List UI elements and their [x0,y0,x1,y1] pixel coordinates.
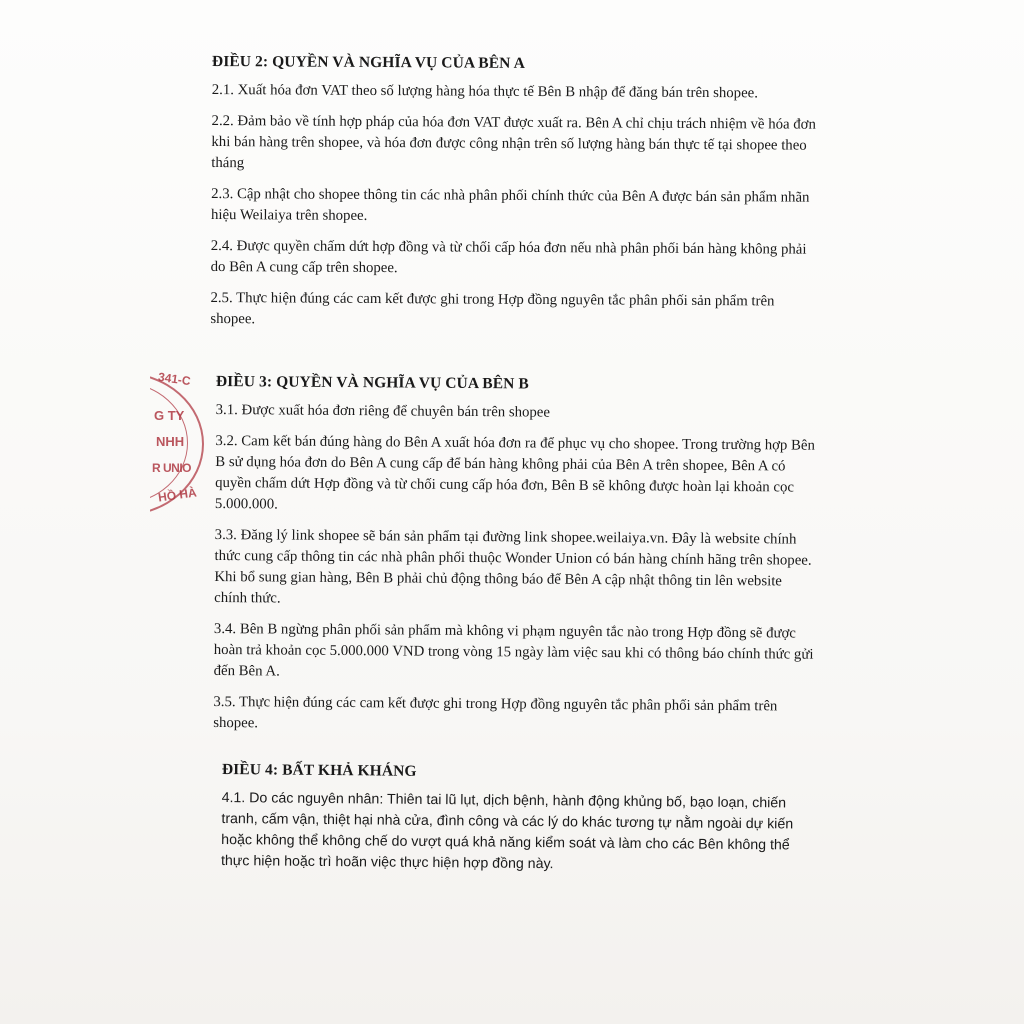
clause-2-3: 2.3. Cập nhật cho shopee thông tin các nhà phân phối chính thức của Bên A được bán sản phẩm nhãn hiệu Weilaiya trên shopee. [210,185,810,224]
article-3-section [213,370,816,749]
clause-2-4: 2.4. Được quyền chấm dứt hợp đồng và từ chối cấp hóa đơn nếu nhà phân phối bán hàng không phải do Bên A cung cấp trên shopee. [210,237,807,277]
clause-2-1: 2.1. Xuất hóa đơn VAT theo số lượng hàng hóa thực tế Bên B nhập để đăng bán trên shopee. [211,81,758,102]
clause-3-4: 3.4. Bên B ngừng phân phối sản phẩm mà không vi phạm nguyên tắc nào trong Hợp đồng sẽ được hoàn trả khoản cọc 5.000.000 VND trong vòng 15 ngày làm việc sau khi có thông báo chính thức gửi đến Bên A. [213,620,814,680]
clause-3-5: 3.5. Thực hiện đúng các cam kết được ghi trong Hợp đồng nguyên tắc phân phối sản phẩm trên shopee. [213,693,778,732]
article-4-heading: ĐIỀU 4: BẤT KHẢ KHÁNG [221,760,417,780]
article-2-section [210,50,820,344]
company-seal-stamp [150,360,212,520]
article-2-heading: ĐIỀU 2: QUYỀN VÀ NGHĨA VỤ CỦA BÊN A [211,52,525,72]
clause-3-3: 3.3. Đăng lý link shopee sẽ bán sản phẩm tại đường link shopee.weilaiya.vn. Đây là website chính thức cung cấp thông tin các nhà phân phối thuộc Wonder Union có bán hàng chính hãng trên shopee. Khi bổ sung gian hàng, Bên B phải chủ động thông báo để Bên A cập nhật thông tin lên website chính thức. [214,526,812,607]
article-4-section [221,758,816,888]
article-3-heading: ĐIỀU 3: QUYỀN VÀ NGHĨA VỤ CỦA BÊN B [215,372,529,393]
stamp-text-top: 341-C [157,369,192,389]
stamp-text-bottom: HỒ HÀ [157,485,198,505]
stamp-text-line1: G TY [154,408,185,423]
stamp-text-line3: R UNIO [152,461,191,475]
clause-2-2: 2.2. Đảm bảo về tính hợp pháp của hóa đơn VAT được xuất ra. Bên A chỉ chịu trách nhiệm về hóa đơn khi bán hàng trên shopee, và hóa đơn được công nhận trên số lượng hàng bán thực tế tại shopee theo tháng [211,112,816,172]
clause-4-1: 4.1. Do các nguyên nhân: Thiên tai lũ lụt, dịch bệnh, hành động khủng bố, bạo loạn, chiến tranh, cấm vận, thiệt hại nhà cửa, đình công và các lý do khác tương tự nằm ngoài dự kiến hoặc không thể không chế do vượt quá khả năng kiểm soát và làm cho các Bên không thể thực hiện hoặc trì hoãn việc thực hiện hợp đồng này. [220,789,794,873]
clause-2-5: 2.5. Thực hiện đúng các cam kết được ghi trong Hợp đồng nguyên tắc phân phối sản phẩm trên shopee. [210,289,775,328]
stamp-text-line2: NHH [156,434,185,449]
clause-3-2: 3.2. Cam kết bán đúng hàng do Bên A xuất hóa đơn ra để phục vụ cho shopee. Trong trường hợp Bên B sử dụng hóa đơn do Bên A cung cấp để bán hàng không phải của Bên A trên shopee, Bên A có quyền chấm dứt Hợp đồng và từ chối cung cấp hóa đơn, Bên B sẽ không được hoàn lại khoản cọc 5.000.000. [214,432,815,513]
clause-3-1: 3.1. Được xuất hóa đơn riêng để chuyên bán trên shopee [215,401,551,421]
